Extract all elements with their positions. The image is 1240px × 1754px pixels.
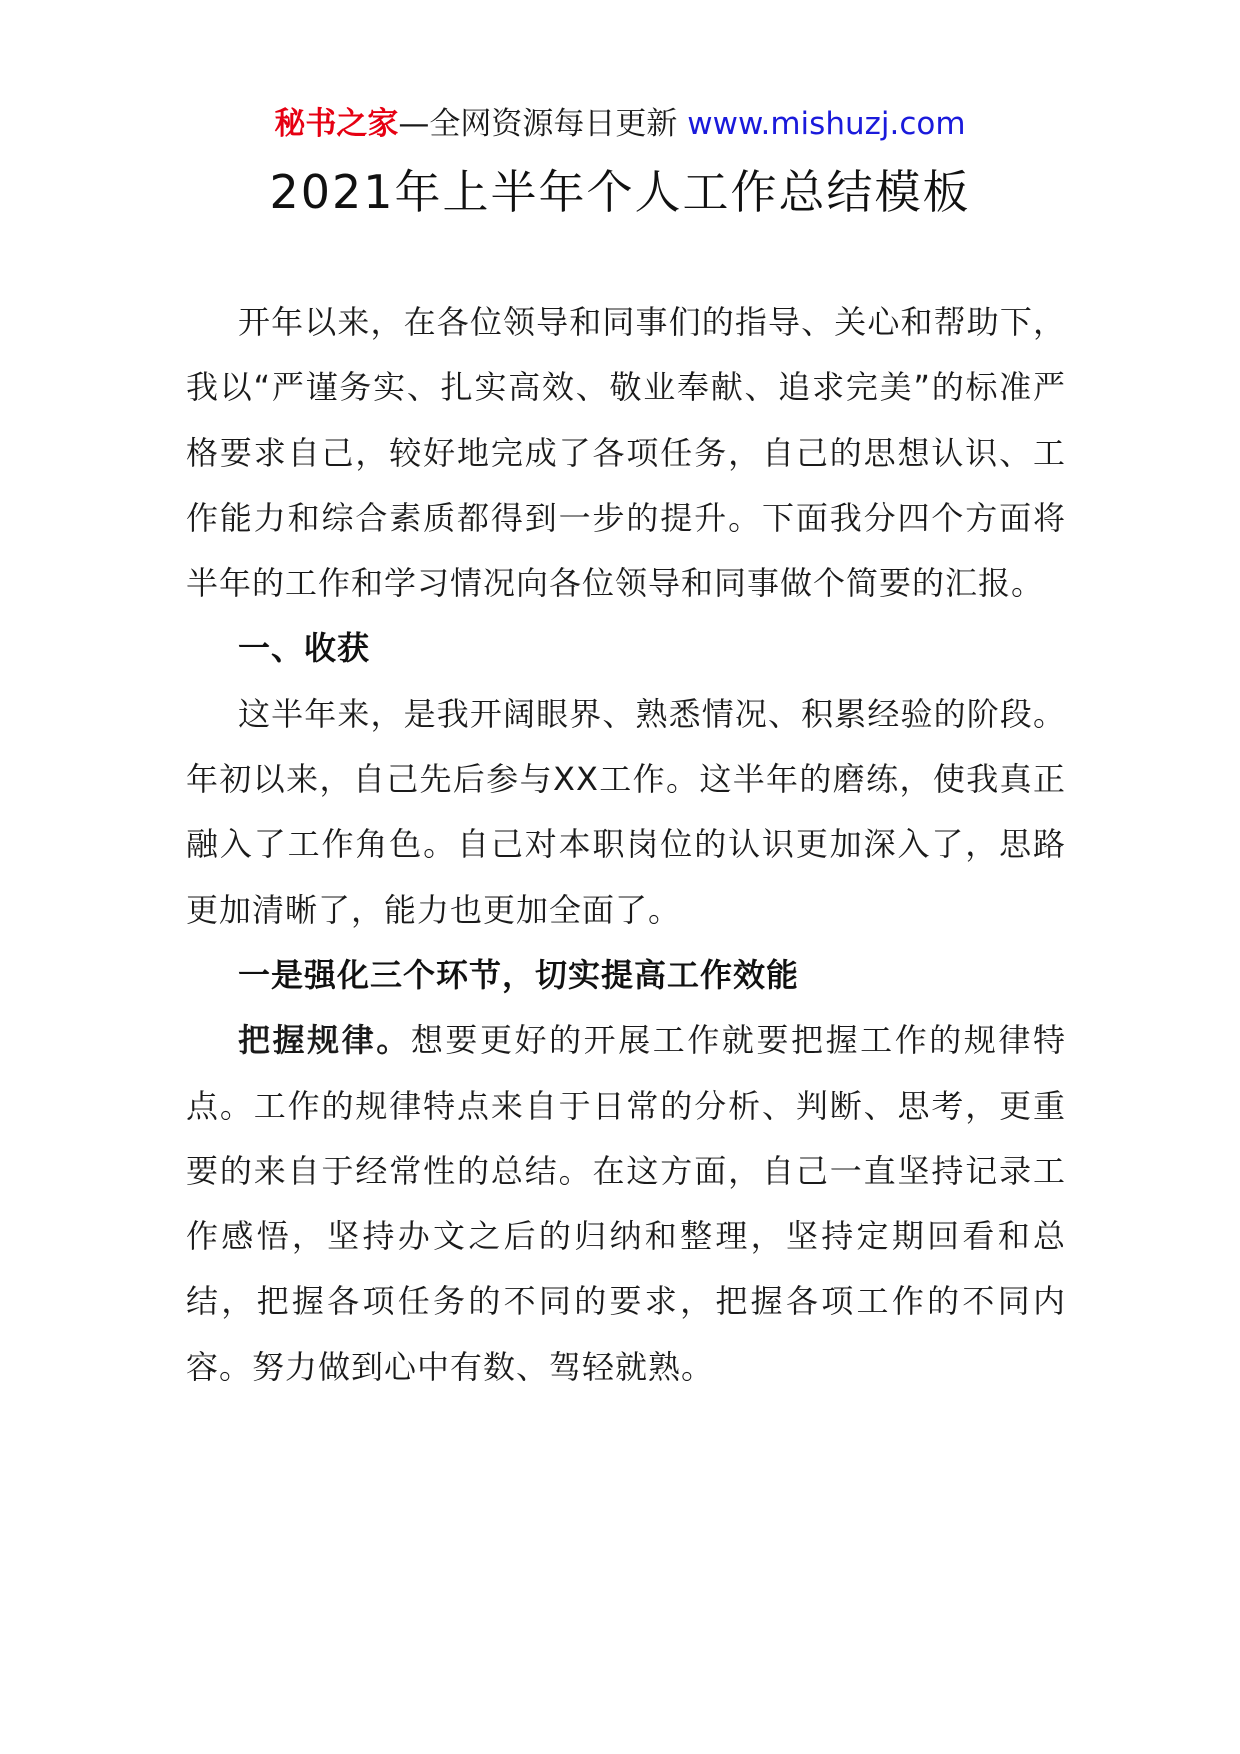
grasp-rules-lead: 把握规律。 — [238, 1021, 411, 1060]
subsection-heading-three-links: 一是强化三个环节，切实提高工作效能 — [238, 955, 800, 994]
grasp-rules-text: 想要更好的开展工作就要把握工作的规律特点。工作的规律特点来自于日常的分析、判断、思考，更重要的来自于经常性的总结。在这方面，自己一直坚持记录工作感悟，坚持办文之后的归纳和整理，坚持定期回看和总结，把握各项任务的不同的要求，把握各项工作的不同内容。努力做到心中有数、驾轻就熟。 — [186, 1021, 1066, 1386]
document-body — [186, 290, 1066, 1400]
grasp-rules-paragraph — [186, 1008, 1066, 1400]
site-header — [0, 102, 1240, 146]
document-title: 2021年上半年个人工作总结模板 — [269, 165, 971, 219]
site-slogan: —全网资源每日更新 — [398, 106, 688, 142]
site-url-link[interactable]: www.mishuzj.com — [687, 106, 966, 142]
intro-paragraph: 开年以来，在各位领导和同事们的指导、关心和帮助下，我以“严谨务实、扎实高效、敬业奉献、追求完美”的标准严格要求自己，较好地完成了各项任务，自己的思想认识、工作能力和综合素质都得到一步的提升。下面我分四个方面将半年的工作和学习情况向各位领导和同事做个简要的汇报。 — [186, 303, 1066, 603]
site-brand: 秘书之家 — [274, 106, 399, 142]
section-heading-harvest: 一、收获 — [238, 629, 371, 668]
harvest-paragraph: 这半年来，是我开阔眼界、熟悉情况、积累经验的阶段。年初以来，自己先后参与XX工作。这半年的磨练，使我真正融入了工作角色。自己对本职岗位的认识更加深入了，思路更加清晰了，能力也更加全面了。 — [186, 694, 1066, 929]
